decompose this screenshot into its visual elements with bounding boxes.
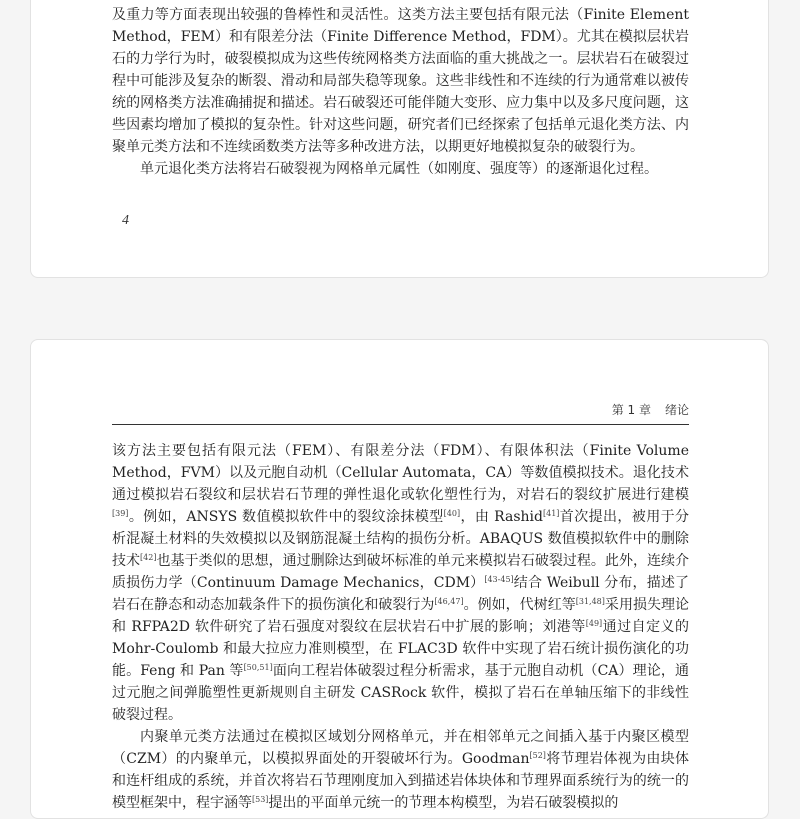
page-number: 4 (122, 213, 129, 228)
text-run: 内聚单元类方法通过在模拟区域划分网格单元，并在相邻单元之间插入基于内聚区模型（CZM）的内聚单元，以模拟界面处的开裂破坏行为。Goodman (112, 729, 689, 767)
text-run: ，由 Rashid (460, 509, 543, 525)
citation: [53] (252, 795, 269, 804)
document-page-bottom (30, 339, 769, 819)
text-run: 该方法主要包括有限元法（FEM）、有限差分法（FDM）、有限体积法（Finite Volume Method，FVM）以及元胞自动机（Cellular Automata，CA）等数值模拟技术。退化技术通过模拟岩石裂纹和层状岩石节理的弹性退化或软化塑性行为，对岩石的裂纹扩展进行建模 (112, 443, 689, 503)
text-run: 首次提出，被用于分析混凝土材料的失效模拟以及钢筋混凝土结构的损伤分析。ABAQUS 数值模拟软件中的删除技术 (112, 509, 690, 569)
citation: [42] (140, 553, 157, 562)
paragraph (112, 440, 689, 726)
chapter-title: 绪论 (664, 403, 689, 417)
citation: [39] (112, 509, 129, 518)
citation: [31,48] (575, 597, 605, 606)
page-bottom-text (112, 440, 689, 814)
citation: [43-45] (484, 575, 514, 584)
citation: [46,47] (434, 597, 464, 606)
citation: [50,51] (243, 663, 273, 672)
text-run: 结合 Weibull 分布，描述了岩石在静态和动态加载条件下的损伤演化和破裂行为 (112, 575, 689, 613)
text-run: 也基于类似的思想，通过删除达到破坏标准的单元来模拟岩石破裂过程。此外，连续介质损伤力学（Continuum Damage Mechanics，CDM） (112, 553, 689, 591)
citation: [49] (585, 619, 603, 628)
chapter-number: 第 1 章 (611, 403, 651, 417)
citation: [41] (542, 509, 560, 518)
text-run: 。例如，代树红等 (463, 597, 576, 613)
paragraph: 及重力等方面表现出较强的鲁棒性和灵活性。这类方法主要包括有限元法（Finite Element Method，FEM）和有限差分法（Finite Difference Method，FDM）。尤其在模拟层状岩石的力学行为时，破裂模拟成为这些传统网格类方法面临的重大挑战之一。层状岩石在破裂过程中可能涉及复杂的断裂、滑动和局部失稳等现象。这些非线性和不连续的行为通常难以被传统的网格类方法准确捕捉和描述。岩石破裂还可能伴随大变形、应力集中以及多尺度问题，这些因素均增加了模拟的复杂性。针对这些问题，研究者们已经探索了包括单元退化类方法、内聚单元类方法和不连续函数类方法等多种改进方法，以期更好地模拟复杂的破裂行为。 (112, 7, 689, 155)
text-run: 。例如，ANSYS 数值模拟软件中的裂纹涂抹模型 (128, 509, 444, 525)
document-page-top (30, 0, 769, 278)
citation: [40] (443, 509, 461, 518)
text-run: 面向工程岩体破裂过程分析需求，基于元胞自动机（CA）理论，通过元胞之间弹脆塑性更新规则自主研发 CASRock 软件，模拟了岩石在单轴压缩下的非线性破裂过程。 (112, 663, 690, 723)
text-run: 将节理岩体视为由块体和连杆组成的系统，并首次将岩石节理刚度加入到描述岩体块体和节理界面系统行为的统一的模型框架中，程宇涵等 (112, 751, 689, 811)
citation: [52] (529, 751, 546, 760)
text-run: 采用损失理论和 RFPA2D 软件研究了岩石强度对裂纹在层状岩石中扩展的影响；刘港等 (112, 597, 690, 635)
running-header (112, 398, 689, 425)
paragraph: 单元退化类方法将岩石破裂视为网格单元属性（如刚度、强度等）的逐渐退化过程。 (140, 161, 658, 177)
paragraph (112, 726, 689, 814)
text-run: 提出的平面单元统一的节理本构模型，为岩石破裂模拟的 (268, 795, 619, 811)
page-top-text (112, 4, 689, 180)
text-run: 通过自定义的 Mohr-Coulomb 和最大拉应力准则模型，在 FLAC3D 软件中实现了岩石统计损伤演化的功能。Feng 和 Pan 等 (112, 619, 690, 679)
